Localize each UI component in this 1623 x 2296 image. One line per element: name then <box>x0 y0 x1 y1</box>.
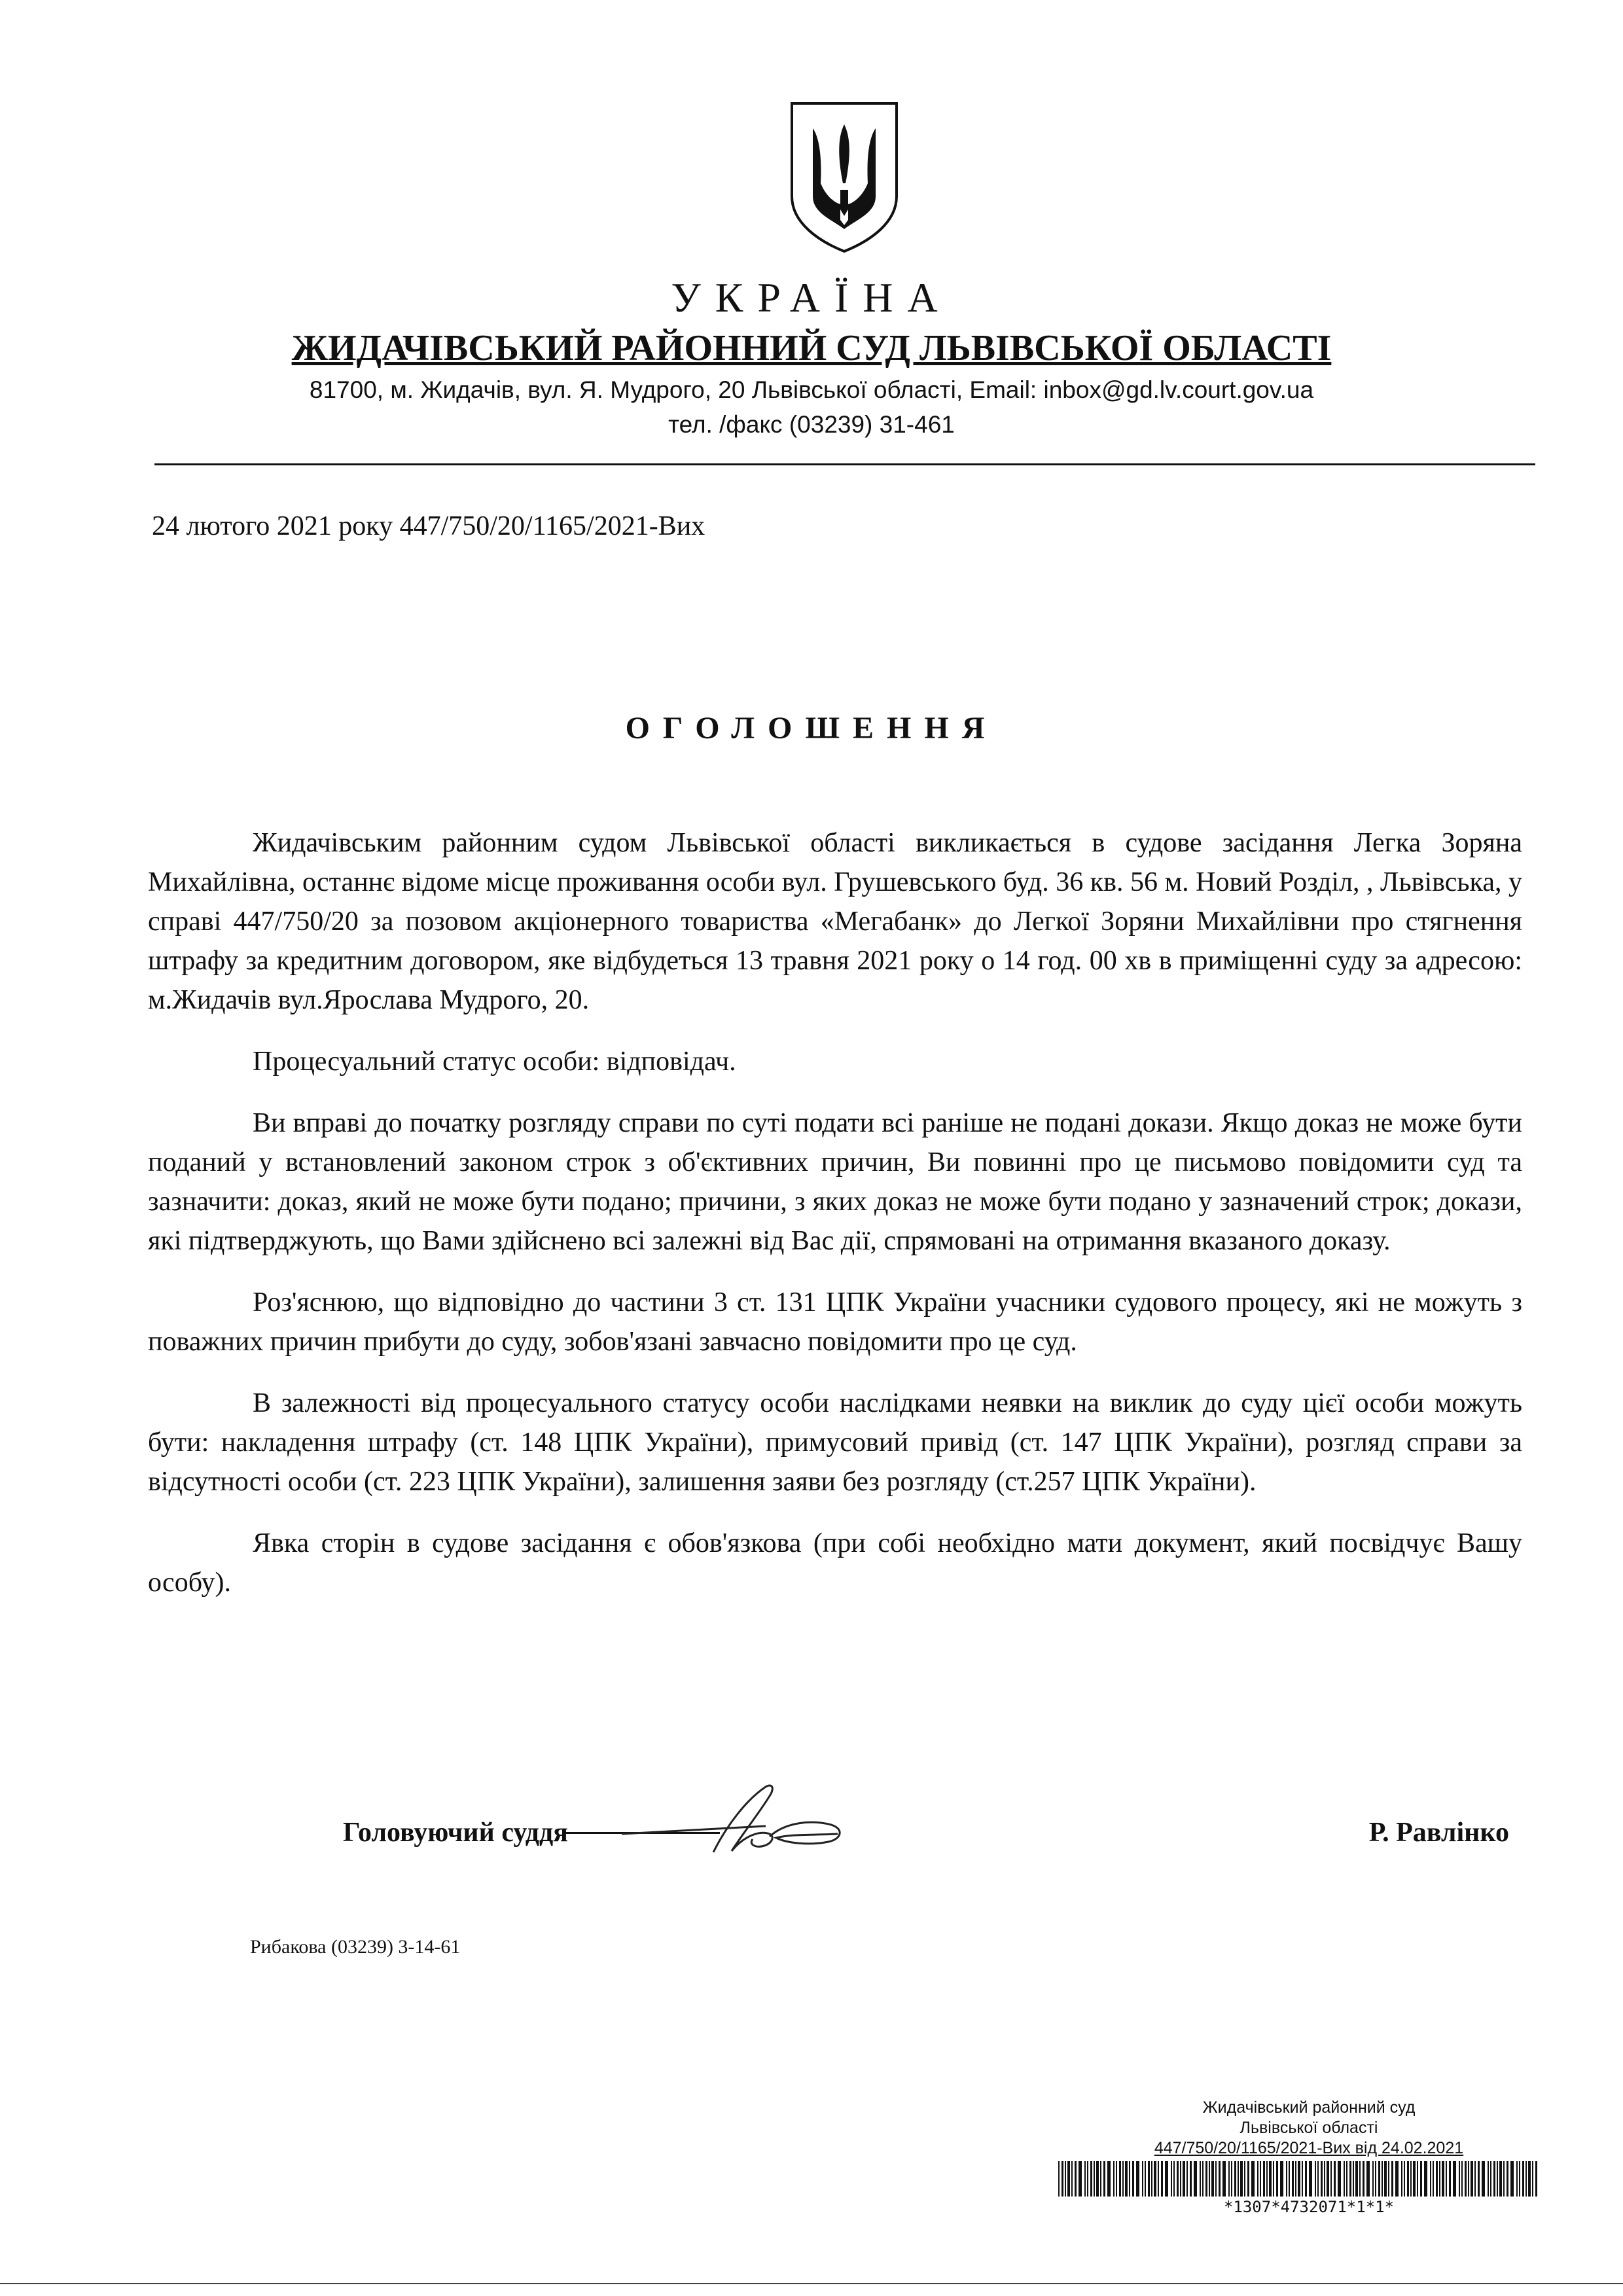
paragraph-attendance: Явка сторін в судове засідання є обов'язкова (при собі необхідно мати документ, який посвідчує Вашу особу). <box>148 1528 1522 1598</box>
signature-role: Головуючий суддя <box>343 1818 568 1848</box>
court-name-heading: ЖИДАЧІВСЬКИЙ РАЙОННИЙ СУД ЛЬВІВСЬКОЇ ОБЛАСТІ <box>291 328 1332 368</box>
outgoing-date-number: 24 лютого 2021 року 447/750/20/1165/2021-Вих <box>152 511 705 541</box>
announcement-body <box>148 823 1522 1624</box>
court-phone: тел. /факс (03239) 31-461 <box>668 411 955 438</box>
barcode-number: *1307*4732071*1*1* <box>1223 2198 1395 2216</box>
paragraph-status: Процесуальний статус особи: відповідач. <box>253 1047 736 1077</box>
paragraph-notice: Роз'яснюю, що відповідно до частини 3 ст. 131 ЦПК України учасники судового процесу, які не можуть з поважних причин прибути до суду, зобов'язані завчасно повідомити про це суд. <box>148 1287 1522 1357</box>
registration-court: Жидачівський районний суд <box>1202 2098 1416 2117</box>
country-heading: УКРАЇНА <box>671 274 952 321</box>
paragraph-consequences: В залежності від процесуального статусу особи наслідками неявки на виклик до суду цієї особи можуть бути: накладення штрафу (ст. 148 ЦПК України), примусовий привід (ст. 147 ЦПК України), розгляд справи за відсутності особи (ст. 223 ЦПК України), залишення заяви без розгляду (ст.257 ЦПК України). <box>148 1388 1522 1497</box>
registration-region: Львівської області <box>1240 2119 1378 2137</box>
coat-of-arms-emblem <box>785 98 903 255</box>
barcode <box>1057 2161 1541 2197</box>
registration-stamp <box>1073 2098 1544 2159</box>
clerk-contact: Рибакова (03239) 3-14-61 <box>250 1936 461 1958</box>
paragraph-evidence: Ви вправі до початку розгляду справи по суті подати всі раніше не подані докази. Якщо доказ не може бути поданий у встановлений законом строк з об'єктивних причин, Ви повинні про це письмово повідомити суд та зазначити: доказ, який не може бути подано; причини, з яких доказ не може бути подано у зазначений строк; докази, які підтверджують, що Вами здійснено всі залежні від Вас дії, спрямовані на отримання вказаного доказу. <box>148 1108 1522 1256</box>
court-address: 81700, м. Жидачів, вул. Я. Мудрого, 20 Львівської області, Email: inbox@gd.lv.court.gov.ua <box>309 376 1314 403</box>
document-title: ОГОЛОШЕННЯ <box>625 711 998 745</box>
handwritten-signature <box>615 1774 864 1872</box>
header-divider <box>154 463 1535 465</box>
page-bottom-edge <box>0 2283 1623 2284</box>
judge-name: Р. Равлінко <box>1368 1818 1509 1848</box>
registration-reference: 447/750/20/1165/2021-Вих від 24.02.2021 <box>1154 2139 1464 2157</box>
paragraph-summons: Жидачівським районним судом Львівської області викликається в судове засідання Легка Зоряна Михайлівна, останнє відоме місце проживання особи вул. Грушевського буд. 36 кв. 56 м. Новий Розділ, , Львівська, у справі 447/750/20 за позовом акціонерного товариства «Мегабанк» до Легкої Зоряни Михайлівни про стягнення штрафу за кредитним договором, яке відбудеться 13 травня 2021 року о 14 год. 00 хв в приміщенні суду за адресою: м.Жидачів вул.Ярослава Мудрого, 20. <box>148 828 1522 1015</box>
